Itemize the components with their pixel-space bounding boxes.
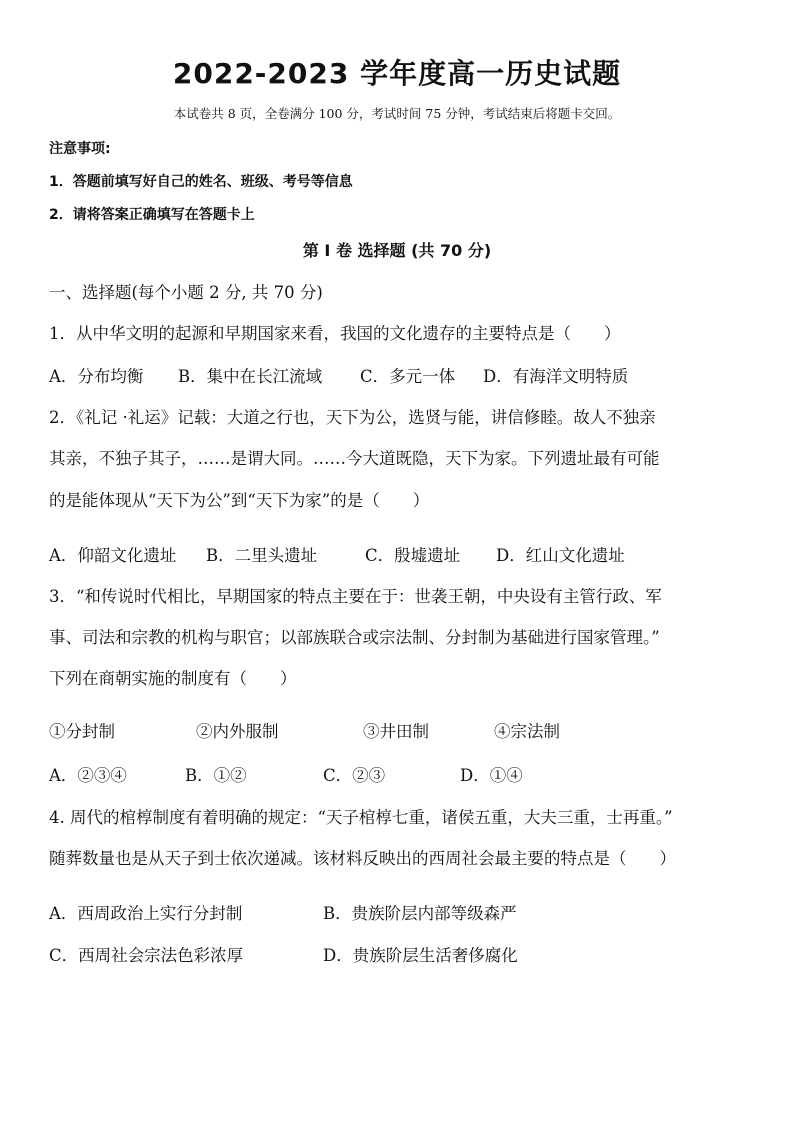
- question-3-line-3: 下列在商朝实施的制度有（ ）: [49, 669, 297, 688]
- question-2-line-3: 的是能体现从“天下为公”到“天下为家”的是（ ）: [49, 491, 430, 510]
- q3-item-3: ③井田制: [363, 722, 429, 741]
- q1-option-b: B．集中在长江流域: [178, 367, 323, 386]
- q3-item-2: ②内外服制: [196, 722, 279, 741]
- exam-subtitle: 本试卷共 8 页，全卷满分 100 分，考试时间 75 分钟，考试结束后将题卡交回。: [173, 106, 621, 121]
- q4-option-b: B．贵族阶层内部等级森严: [323, 904, 517, 923]
- q1-option-c: C．多元一体: [360, 367, 456, 386]
- q3-item-4: ④宗法制: [494, 722, 560, 741]
- question-4-line-1: 4. 周代的棺椁制度有着明确的规定：“天子棺椁七重，诸侯五重，大夫三重，士再重。”: [49, 808, 673, 827]
- question-3-line-2: 事、司法和宗教的机构与职官；以部族联合或宗法制、分封制为基础进行国家管理。”: [49, 628, 660, 647]
- q3-option-b: B．①②: [185, 766, 247, 785]
- q1-option-a: A．分布均衡: [49, 367, 144, 386]
- q3-option-a: A．②③④: [49, 766, 127, 785]
- q4-option-d: D．贵族阶层生活奢侈腐化: [323, 946, 518, 965]
- notice-heading: 注意事项:: [49, 141, 111, 157]
- q4-option-c: C．西周社会宗法色彩浓厚: [49, 946, 244, 965]
- part-one-title: 第 I 卷 选择题 (共 70 分): [302, 241, 492, 260]
- q3-item-1: ①分封制: [49, 722, 115, 741]
- section-title: 一、选择题(每个小题 2 分, 共 70 分): [49, 283, 323, 302]
- question-4-line-2: 随葬数量也是从天子到士依次递减。该材料反映出的西周社会最主要的特点是（ ）: [49, 849, 676, 868]
- q1-option-d: D．有海洋文明特质: [483, 367, 629, 386]
- exam-title: 2022-2023 学年度高一历史试题: [172, 57, 622, 90]
- q4-option-a: A．西周政治上实行分封制: [49, 904, 243, 923]
- q2-option-b: B．二里头遗址: [206, 546, 318, 565]
- q2-option-c: C．殷墟遗址: [365, 546, 461, 565]
- q3-option-c: C．②③: [323, 766, 386, 785]
- q2-option-d: D．红山文化遗址: [496, 546, 625, 565]
- question-3-line-1: 3．“和传说时代相比，早期国家的特点主要在于：世袭王朝，中央设有主管行政、军: [49, 587, 662, 606]
- q2-option-a: A．仰韶文化遗址: [49, 546, 177, 565]
- notice-item-2: 2．请将答案正确填写在答题卡上: [49, 207, 255, 223]
- question-2-line-2: 其亲，不独子其子，……是谓大同。……今大道既隐，天下为家。下列遗址最有可能: [49, 449, 660, 468]
- question-2-line-1: 2．《礼记 ·礼运》记载：大道之行也，天下为公，选贤与能，讲信修睦。故人不独亲: [49, 408, 656, 427]
- question-1-stem: 1．从中华文明的起源和早期国家来看，我国的文化遗存的主要特点是（ ）: [49, 324, 621, 343]
- notice-item-1: 1．答题前填写好自己的姓名、班级、考号等信息: [49, 174, 353, 190]
- q3-option-d: D．①④: [460, 766, 523, 785]
